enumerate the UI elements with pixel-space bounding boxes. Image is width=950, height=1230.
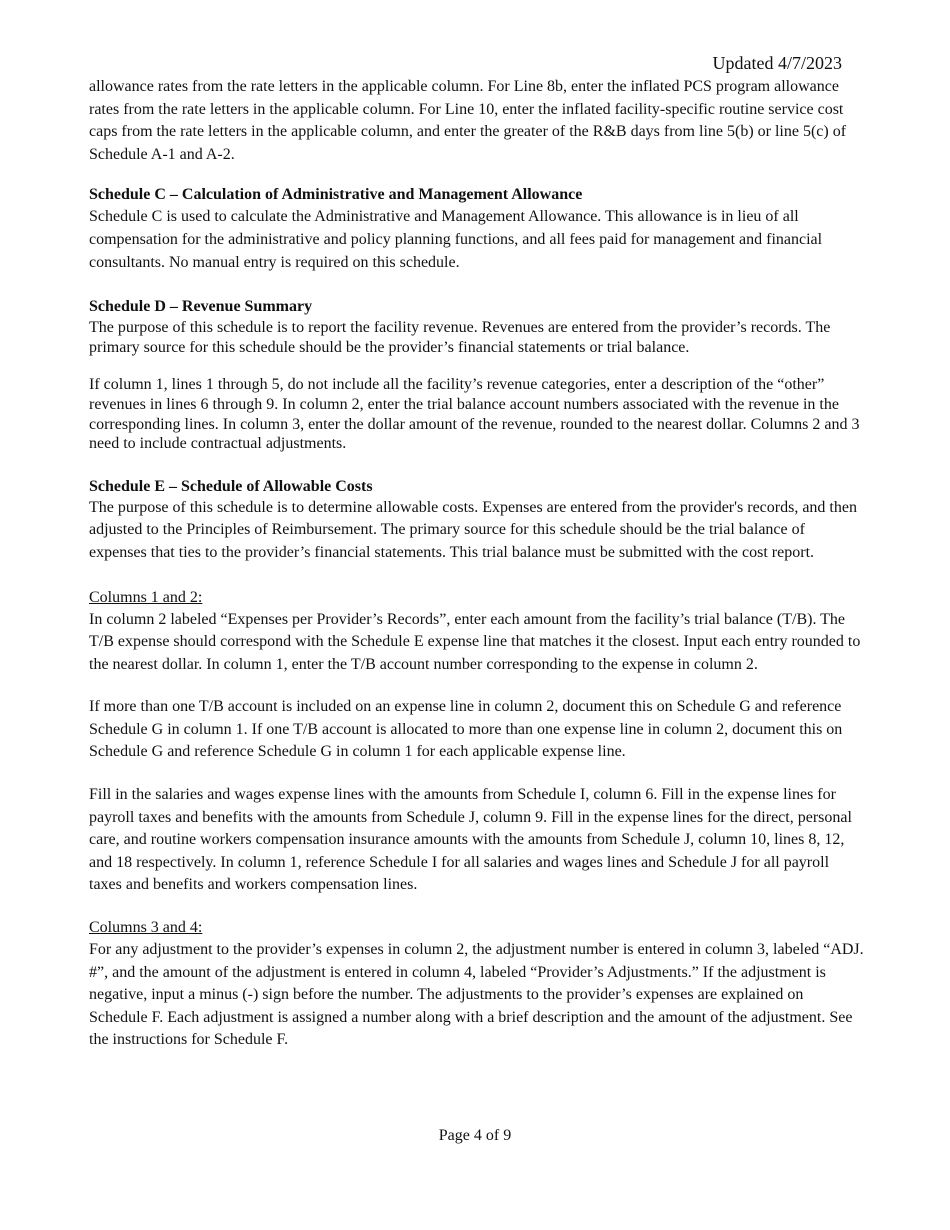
columns-1-2-subheading: Columns 1 and 2: (89, 588, 203, 606)
document-body (89, 76, 864, 1052)
columns-3-4-subheading: Columns 3 and 4: (89, 919, 203, 937)
updated-date: Updated 4/7/2023 (712, 53, 842, 73)
schedule-d-paragraph-1: The purpose of this schedule is to report the facility revenue. Revenues are entered from the provider’s records. The primary source for this schedule should be the provider’s financial statements or trial balance. (89, 319, 831, 356)
intro-paragraph: allowance rates from the rate letters in the applicable column. For Line 8b, enter the inflated PCS program allowance rates from the rate letters in the applicable column. For Line 10, enter the inflated facility-specific routine service cost caps from the rate letters in the applicable column, and enter the greater of the R&B days from line 5(b) or line 5(c) of Schedule A-1 and A-2. (89, 78, 847, 163)
page-number: Page 4 of 9 (438, 1127, 512, 1144)
columns-3-4-paragraph: For any adjustment to the provider’s expenses in column 2, the adjustment number is entered in column 3, labeled “ADJ. #”, and the amount of the adjustment is entered in column 4, labeled “Provider’s Adjustments.” If the adjustment is negative, input a minus (-) sign before the number. The adjustments to the provider’s expenses are explained on Schedule F. Each adjustment is assigned a number along with a brief description and the amount of the adjustment. See the instructions for Schedule F. (89, 941, 864, 1049)
schedule-d-paragraph-2: If column 1, lines 1 through 5, do not include all the facility’s revenue categories, enter a description of the “other” revenues in lines 6 through 9. In column 2, enter the trial balance account numbers associated with the revenue in the corresponding lines. In column 3, enter the dollar amount of the revenue, rounded to the nearest dollar. Columns 2 and 3 need to include contractual adjustments. (89, 376, 860, 453)
schedule-c-heading: Schedule C – Calculation of Administrative and Management Allowance (89, 186, 583, 204)
schedule-c-paragraph: Schedule C is used to calculate the Administrative and Management Allowance. This allowance is in lieu of all compensation for the administrative and policy planning functions, and all fees paid for management and financial consultants. No manual entry is required on this schedule. (89, 208, 823, 271)
schedule-e-paragraph: The purpose of this schedule is to determine allowable costs. Expenses are entered from the provider's records, and then adjusted to the Principles of Reimbursement. The primary source for this schedule should be the trial balance of expenses that ties to the provider’s financial statements. This trial balance must be submitted with the cost report. (89, 498, 857, 561)
columns-1-2-paragraph-3: Fill in the salaries and wages expense lines with the amounts from Schedule I, column 6. Fill in the expense lines for payroll taxes and benefits with the amounts from Schedule J, column 9. Fill in the expense lines for the direct, personal care, and routine workers compensation insurance amounts with the amounts from Schedule J, column 10, lines 8, 12, and 18 respectively. In column 1, reference Schedule I for all salaries and wages lines and Schedule J for all payroll taxes and benefits and workers compensation lines. (89, 786, 852, 894)
schedule-d-heading: Schedule D – Revenue Summary (89, 298, 313, 316)
schedule-e-heading: Schedule E – Schedule of Allowable Costs (89, 477, 373, 495)
columns-1-2-paragraph-2: If more than one T/B account is included on an expense line in column 2, document this on Schedule G and reference Schedule G in column 1. If one T/B account is allocated to more than one expense line in column 2, document this on Schedule G and reference Schedule G in column 1 for each applicable expense line. (89, 698, 843, 761)
columns-1-2-paragraph-1: In column 2 labeled “Expenses per Provider’s Records”, enter each amount from the facility’s trial balance (T/B). The T/B expense should correspond with the Schedule E expense line that matches it the closest. Input each entry rounded to the nearest dollar. In column 1, enter the T/B account number corresponding to the expense in column 2. (89, 610, 861, 673)
